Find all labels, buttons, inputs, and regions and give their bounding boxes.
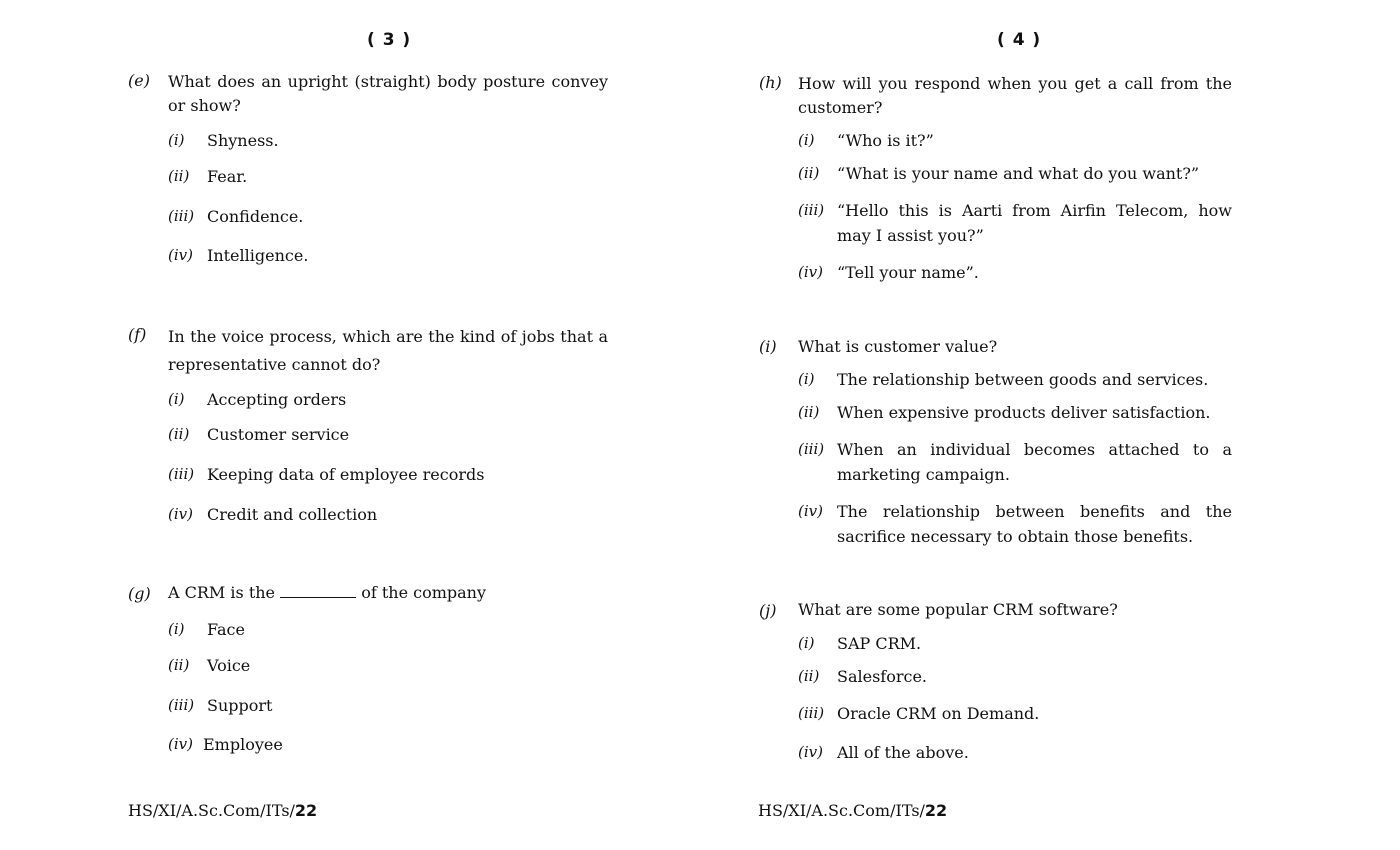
option-number: (i) — [798, 131, 815, 149]
option-number: (iv) — [168, 505, 193, 523]
option-text: Accepting orders — [207, 390, 347, 409]
page-number: ( 4 ) — [997, 30, 1042, 50]
question-text: What does an upright (straight) body posture convey or show? — [168, 72, 608, 115]
footer-year: 22 — [294, 801, 318, 820]
option-text: Shyness. — [207, 131, 279, 150]
question-text-after-blank: of the company — [361, 583, 487, 602]
question-letter: (j) — [759, 601, 777, 620]
option-text: Keeping data of employee records — [207, 465, 485, 484]
footer-code-text: HS/XI/A.Sc.Com/ITs/ — [128, 801, 295, 820]
option-number: (iv) — [798, 502, 823, 520]
option-number: (iii) — [168, 207, 195, 225]
option-number: (i) — [798, 370, 815, 388]
option-number: (ii) — [798, 403, 820, 421]
option-number: (ii) — [798, 164, 820, 182]
option-number: (ii) — [168, 167, 190, 185]
question-letter: (h) — [759, 73, 782, 92]
option-text: Voice — [207, 656, 251, 675]
question-text: What is customer value? — [798, 337, 998, 356]
option-number: (iii) — [798, 201, 825, 219]
option-number: (i) — [168, 131, 185, 149]
option-text: “What is your name and what do you want?” — [837, 164, 1200, 183]
footer-code — [758, 801, 947, 820]
option-number: (iii) — [798, 704, 825, 722]
option-text: Fear. — [207, 167, 248, 186]
question-text: How will you respond when you get a call from the customer? — [798, 74, 1232, 117]
option-number: (ii) — [798, 667, 820, 685]
option-text: “Who is it?” — [837, 131, 934, 150]
option-text: When expensive products deliver satisfaction. — [837, 403, 1211, 422]
question-text-before-blank: A CRM is the — [168, 583, 276, 602]
option-number: (iv) — [168, 246, 193, 264]
option-number: (iv) — [798, 263, 823, 281]
question-letter: (g) — [128, 584, 151, 603]
option-text: SAP CRM. — [837, 634, 922, 653]
option-number: (ii) — [168, 656, 190, 674]
option-text: Employee — [203, 735, 283, 754]
option-number: (iii) — [168, 465, 195, 483]
question-letter: (i) — [759, 337, 777, 356]
option-text: The relationship between goods and services. — [837, 370, 1209, 389]
option-number: (iii) — [798, 440, 825, 458]
option-number: (i) — [798, 634, 815, 652]
fill-in-blank — [280, 583, 356, 598]
option-text: The relationship between benefits and the sacrifice necessary to obtain those benefits. — [837, 502, 1232, 546]
option-number: (iii) — [168, 696, 195, 714]
option-number: (i) — [168, 620, 185, 638]
footer-code-text: HS/XI/A.Sc.Com/ITs/ — [758, 801, 925, 820]
question-letter: (e) — [128, 71, 150, 90]
option-text: Confidence. — [207, 207, 304, 226]
option-text: Oracle CRM on Demand. — [837, 704, 1040, 723]
option-text: Support — [207, 696, 273, 715]
option-number: (ii) — [168, 425, 190, 443]
question-text: In the voice process, which are the kind of jobs that a representative cannot do? — [168, 327, 608, 374]
option-text: “Tell your name”. — [837, 263, 979, 282]
footer-year: 22 — [924, 801, 948, 820]
option-text: Credit and collection — [207, 505, 378, 524]
option-text: “Hello this is Aarti from Airfin Telecom, how may I assist you?” — [837, 201, 1232, 245]
option-number: (iv) — [168, 735, 193, 753]
option-text: Salesforce. — [837, 667, 928, 686]
option-text: When an individual becomes attached to a marketing campaign. — [837, 440, 1232, 484]
option-number: (iv) — [798, 743, 823, 761]
question-letter: (f) — [128, 325, 147, 344]
page-number: ( 3 ) — [367, 30, 412, 50]
footer-code — [128, 801, 317, 820]
option-text: All of the above. — [837, 743, 969, 762]
option-text: Intelligence. — [207, 246, 309, 265]
question-text — [168, 581, 608, 605]
question-text: What are some popular CRM software? — [798, 600, 1118, 619]
option-text: Face — [207, 620, 245, 639]
option-number: (i) — [168, 390, 185, 408]
option-text: Customer service — [207, 425, 350, 444]
